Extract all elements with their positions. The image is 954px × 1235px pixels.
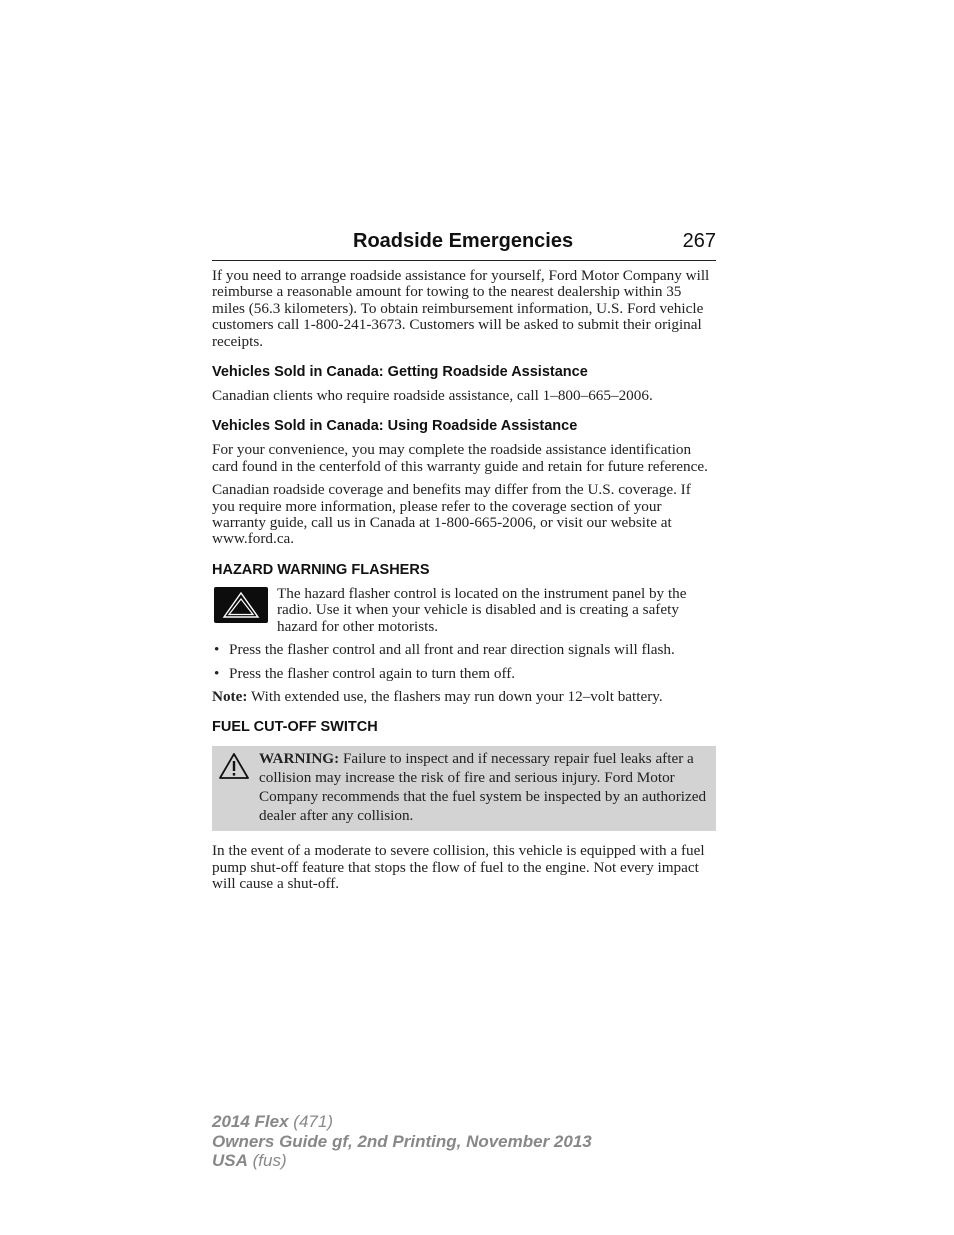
- page-header: [212, 230, 716, 261]
- bullet-text: Press the flasher control and all front and rear direction signals will flash.: [229, 641, 675, 659]
- fuel-paragraph: In the event of a moderate to severe collision, this vehicle is equipped with a fuel pump shut-off feature that stops the flow of fuel to the engine. Not every impact will cause a shut-off.: [212, 842, 705, 893]
- fuel-heading: FUEL CUT-OFF SWITCH: [212, 719, 378, 736]
- canada-getting-heading: Vehicles Sold in Canada: Getting Roadside Assistance: [212, 364, 588, 381]
- hazard-text: The hazard flasher control is located on the instrument panel by the radio. Use it when your vehicle is disabled and is creating a safety hazard for other motorists.: [277, 584, 687, 635]
- footer-market-code: (fus): [252, 1151, 287, 1170]
- page-body: [212, 268, 716, 900]
- warning-text: Failure to inspect and if necessary repair fuel leaks after a collision may increase the risk of fire and serious injury. Ford Motor Company recommends that the fuel system be inspected by an authorized dealer after any collision.: [259, 750, 707, 825]
- bullet-icon: •: [214, 664, 220, 682]
- footer-guide: Owners Guide gf, 2nd Printing, November 2013: [212, 1131, 592, 1151]
- note-label: Note:: [212, 687, 248, 705]
- footer-model: 2014 Flex: [212, 1112, 289, 1131]
- hazard-note: [212, 689, 716, 705]
- hazard-description: [212, 586, 716, 635]
- list-item: [212, 642, 716, 658]
- canada-getting-text: Canadian clients who require roadside assistance, call 1–800–665–2006.: [212, 387, 653, 405]
- canada-using-paragraph-1: For your convenience, you may complete the roadside assistance identification card found in the centerfold of this warranty guide and retain for future reference.: [212, 441, 708, 475]
- footer-market: USA: [212, 1151, 248, 1170]
- hazard-heading: HAZARD WARNING FLASHERS: [212, 561, 430, 578]
- footer-line-3: [212, 1151, 592, 1171]
- canada-using-paragraph-2: Canadian roadside coverage and benefits may differ from the U.S. coverage. If you require more information, please refer to the coverage section of your warranty guide, call us in Canada at 1-800-665-2006, or visit our website at www.ford.ca.: [212, 481, 691, 548]
- canada-using-heading: Vehicles Sold in Canada: Using Roadside Assistance: [212, 418, 578, 435]
- intro-paragraph: If you need to arrange roadside assistance for yourself, Ford Motor Company will reimburse a reasonable amount for towing to the nearest dealership within 35 miles (56.3 kilometers). To obtain reimbursement information, U.S. Ford vehicle customers call 1-800-241-3673. Customers will be asked to submit their original receipts.: [212, 267, 710, 350]
- warning-content: [217, 749, 711, 825]
- section-title: Roadside Emergencies: [353, 230, 574, 252]
- note-text: With extended use, the flashers may run down your 12–volt battery.: [250, 687, 663, 705]
- warning-box: [212, 746, 716, 831]
- page-footer: [212, 1112, 592, 1171]
- footer-line-1: [212, 1112, 592, 1132]
- bullet-text: Press the flasher control again to turn them off.: [229, 664, 516, 682]
- bullet-icon: •: [214, 641, 220, 659]
- warning-label: WARNING:: [259, 750, 340, 768]
- page-number: 267: [682, 230, 716, 252]
- hazard-flasher-icon: [214, 587, 268, 623]
- footer-model-code: (471): [293, 1112, 333, 1131]
- footer-line-2: [212, 1132, 592, 1152]
- warning-triangle-icon: [218, 752, 250, 780]
- list-item: [212, 666, 716, 682]
